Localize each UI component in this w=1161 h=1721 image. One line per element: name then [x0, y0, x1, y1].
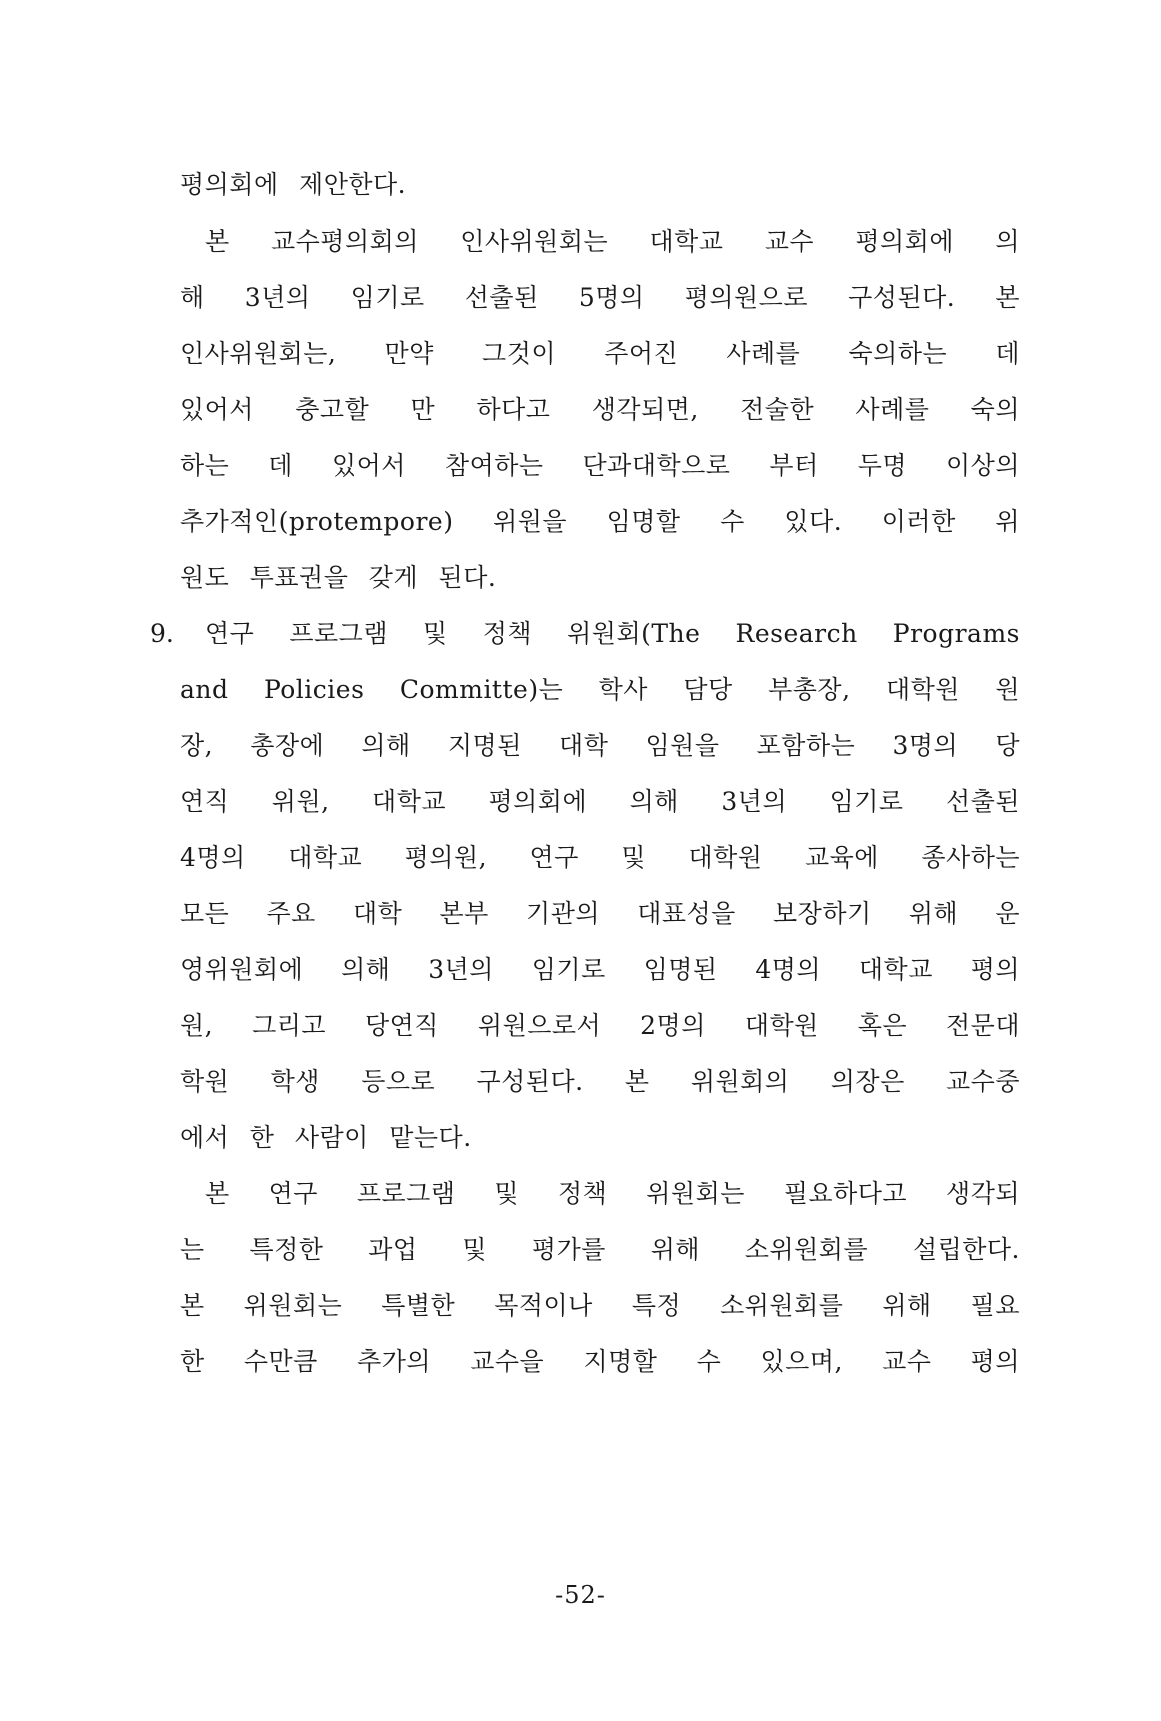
text-line: and Policies Committe)는 학사 담당 부총장, 대학원 원: [180, 675, 1020, 704]
text-line: 는 특정한 과업 및 평가를 위해 소위원회를 설립한다.: [180, 1235, 1020, 1264]
page-number: -52-: [555, 1581, 606, 1609]
text-line: 추가적인(protempore) 위원을 임명할 수 있다. 이러한 위: [180, 507, 1020, 536]
text-line: 장, 총장에 의해 지명된 대학 임원을 포함하는 3명의 당: [180, 731, 1020, 760]
text-line: 연구 프로그램 및 정책 위원회(The Research Programs: [205, 619, 1020, 648]
text-line: 있어서 충고할 만 하다고 생각되면, 전술한 사례를 숙의: [180, 395, 1020, 424]
text-line: 4명의 대학교 평의원, 연구 및 대학원 교육에 종사하는: [180, 843, 1020, 872]
list-item-marker: 9.: [150, 619, 174, 648]
text-line: 평의회에 제안한다.: [180, 170, 407, 199]
text-line: 에서 한 사람이 맡는다.: [180, 1123, 472, 1152]
text-line: 한 수만큼 추가의 교수을 지명할 수 있으며, 교수 평의: [180, 1347, 1020, 1376]
text-line: 모든 주요 대학 본부 기관의 대표성을 보장하기 위해 운: [180, 899, 1020, 928]
text-line: 영위원회에 의해 3년의 임기로 임명된 4명의 대학교 평의: [180, 955, 1020, 984]
text-line: 해 3년의 임기로 선출된 5명의 평의원으로 구성된다. 본: [180, 283, 1020, 312]
text-line: 본 위원회는 특별한 목적이나 특정 소위원회를 위해 필요: [180, 1291, 1020, 1320]
text-line: 학원 학생 등으로 구성된다. 본 위원회의 의장은 교수중: [180, 1067, 1020, 1096]
text-line: 하는 데 있어서 참여하는 단과대학으로 부터 두명 이상의: [180, 451, 1020, 480]
text-line: 원도 투표권을 갖게 된다.: [180, 563, 497, 592]
text-line: 연직 위원, 대학교 평의회에 의해 3년의 임기로 선출된: [180, 787, 1020, 816]
text-line: 본 연구 프로그램 및 정책 위원회는 필요하다고 생각되: [205, 1179, 1020, 1208]
text-line: 인사위원회는, 만약 그것이 주어진 사례를 숙의하는 데: [180, 339, 1020, 368]
text-line: 원, 그리고 당연직 위원으로서 2명의 대학원 혹은 전문대: [180, 1011, 1020, 1040]
text-line: 본 교수평의회의 인사위원회는 대학교 교수 평의회에 의: [205, 227, 1020, 256]
